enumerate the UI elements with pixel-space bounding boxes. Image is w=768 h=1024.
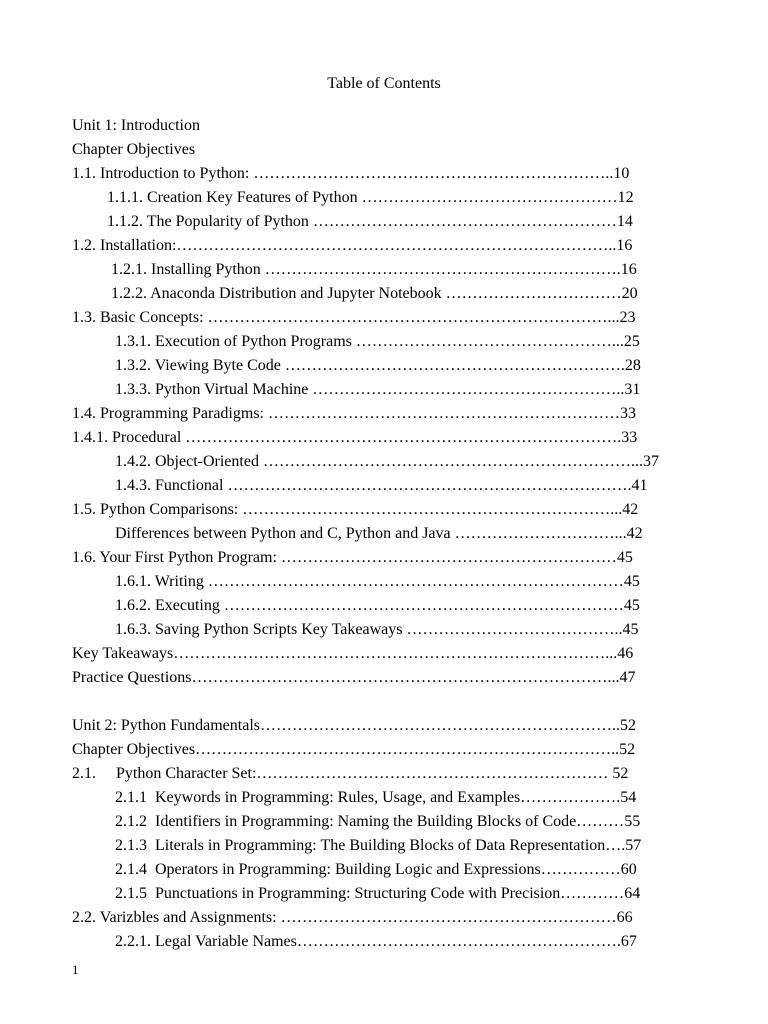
page-title: Table of Contents [327,75,441,92]
toc-entry: Chapter Objectives……………………………………………………………………..52 [72,741,636,758]
toc-entry: 2.1.3 Literals in Programming: The Building Blocks of Data Representation….57 [115,837,642,854]
toc-entry: 1.2.1. Installing Python ………………………………………………………….16 [111,261,637,278]
toc-entry: 2.1.4 Operators in Programming: Building Logic and Expressions……………60 [115,861,637,878]
toc-entry: Differences between Python and C, Python and Java …………………………...42 [115,525,643,542]
toc-entry: 1.4.2. Object-Oriented ……………………………………………………………...37 [115,453,659,470]
toc-entry: 1.4.3. Functional ………………………………………………………………….41 [115,477,648,494]
toc-entry: 1.1.1. Creation Key Features of Python …………………………………………12 [107,189,634,206]
toc-entry: 2.1.1 Keywords in Programming: Rules, Usage, and Examples……………….54 [115,789,637,806]
toc-entry: 2.1.5 Punctuations in Programming: Structuring Code with Precision…………64 [115,885,641,902]
toc-entry: 1.6. Your First Python Program: ………………………………………………………45 [72,549,633,566]
toc-entry: 1.4.1. Procedural ……………………………………………………………………….33 [72,429,638,446]
toc-entry: 1.3.3. Python Virtual Machine …………………………………………………..31 [115,381,641,398]
toc-entry: 1.2.2. Anaconda Distribution and Jupyter Notebook ……………………………20 [111,285,638,302]
toc-entry: Practice Questions……………………………………………………………………...47 [72,669,636,686]
toc-entry: 1.6.3. Saving Python Scripts Key Takeaways …………………………………..45 [115,621,639,638]
toc-entry: 1.6.2. Executing …………………………………………………………………45 [115,597,640,614]
toc-entry: 1.4. Programming Paradigms: …………………………………………………………33 [72,405,636,422]
toc-entry: Unit 1: Introduction [72,117,200,134]
toc-entry: 1.3.1. Execution of Python Programs …………………………………………...25 [115,333,640,350]
toc-entry: Key Takeaways………………………………………………………………………...46 [72,645,634,662]
toc-entry: 2.1.2 Identifiers in Programming: Naming the Building Blocks of Code………55 [115,813,641,830]
toc-entry: 1.1. Introduction to Python: …………………………………………………………..10 [72,165,630,182]
toc-entry: 1.6.1. Writing ……………………………………………………………………45 [115,573,640,590]
toc-entry: 2.1. Python Character Set:………………………………………………………… 52 [72,765,629,782]
toc-entry: Chapter Objectives [72,141,196,158]
toc-entry: 2.2.1. Legal Variable Names…………………………………………………….67 [115,933,637,950]
toc-entry: 2.2. Varizbles and Assignments: ………………………………………………………66 [72,909,633,926]
page-number: 1 [72,962,79,977]
toc-entry: 1.5. Python Comparisons: ……………………………………………………………...42 [72,501,639,518]
toc-entry: 1.1.2. The Popularity of Python …………………………………………………14 [107,213,633,230]
toc-entry: 1.3.2. Viewing Byte Code ……………………………………………………….28 [115,357,641,374]
toc-entry: 1.2. Installation:………………………………………………………………………..16 [72,237,633,254]
toc-entry: 1.3. Basic Concepts: …………………………………………………………………...23 [72,309,636,326]
toc-entry: Unit 2: Python Fundamentals…………………………………………………………..52 [72,717,636,734]
